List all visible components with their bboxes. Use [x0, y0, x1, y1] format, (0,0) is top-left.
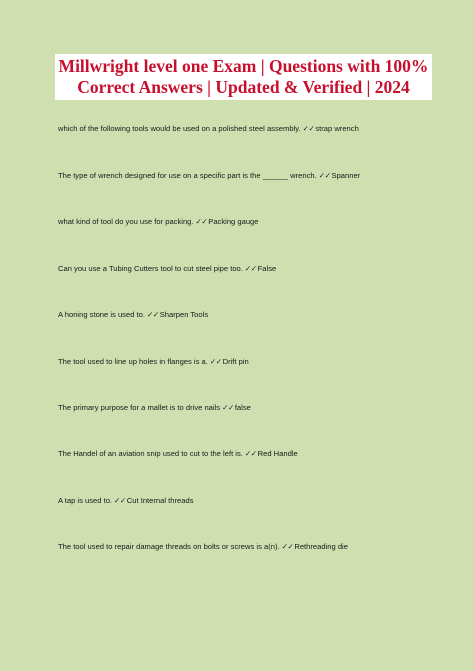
answer-text: False [257, 264, 277, 273]
answer-text: strap wrench [315, 124, 359, 133]
question-text: The tool used to line up holes in flanges is a. [58, 357, 208, 366]
title-line-2: Correct Answers | Updated & Verified | 2024 [77, 77, 410, 97]
question-text: The primary purpose for a mallet is to drive nails [58, 403, 221, 412]
qa-item [58, 403, 251, 413]
answer-text: Packing gauge [208, 217, 259, 226]
answer-text: Spanner [331, 171, 361, 180]
answer-text: Cut Internal threads [126, 496, 194, 505]
check-mark-icon: ✓✓ [244, 264, 257, 273]
check-mark-icon: ✓✓ [114, 496, 126, 505]
question-text: which of the following tools would be used on a polished steel assembly. [58, 124, 301, 133]
question-text: The type of wrench designed for use on a specific part is the ______ wrench. [58, 171, 317, 180]
qa-item [58, 217, 259, 227]
answer-text: false [234, 403, 251, 412]
answer-text: Drift pin [222, 357, 249, 366]
qa-item [58, 449, 298, 459]
check-mark-icon: ✓✓ [244, 449, 257, 458]
question-text: A honing stone is used to. [58, 310, 145, 319]
answer-text: Sharpen Tools [159, 310, 209, 319]
check-mark-icon: ✓✓ [222, 403, 234, 412]
check-mark-icon: ✓✓ [195, 217, 208, 226]
qa-item [58, 542, 348, 552]
qa-item [58, 310, 208, 320]
qa-item [58, 264, 276, 274]
question-text: The tool used to repair damage threads on bolts or screws is a(n). [58, 542, 280, 551]
question-text: The Handel of an aviation snip used to cut to the left is. [58, 449, 243, 458]
question-text: what kind of tool do you use for packing. [58, 217, 194, 226]
check-mark-icon: ✓✓ [146, 310, 159, 319]
question-text: Can you use a Tubing Cutters tool to cut steel pipe too. [58, 264, 243, 273]
question-text: A tap is used to. [58, 496, 113, 505]
qa-item [58, 496, 193, 506]
answer-text: Red Handle [257, 449, 298, 458]
qa-item [58, 171, 360, 181]
qa-item [58, 357, 249, 367]
title-banner [55, 54, 432, 100]
qa-item [58, 124, 359, 134]
check-mark-icon: ✓✓ [302, 124, 315, 133]
answer-text: Rethreading die [294, 542, 348, 551]
check-mark-icon: ✓✓ [209, 357, 222, 366]
title-line-1: Millwright level one Exam | Questions with 100% [58, 56, 429, 76]
check-mark-icon: ✓✓ [318, 171, 331, 180]
check-mark-icon: ✓✓ [281, 542, 294, 551]
